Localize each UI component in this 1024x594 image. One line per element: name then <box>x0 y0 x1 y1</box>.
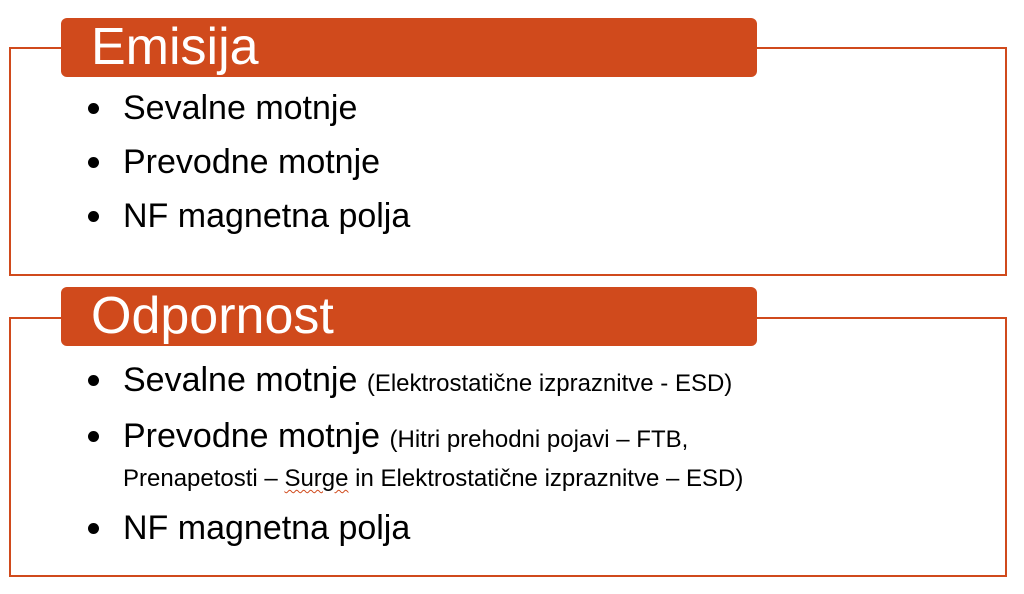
bullet-icon <box>88 103 99 114</box>
spellcheck-flagged-word: Surge <box>284 465 349 492</box>
odpornost-title: Odpornost <box>91 287 334 345</box>
bullet-icon <box>88 211 99 222</box>
continuation-text: in Elektrostatične izpraznitve – ESD) <box>348 465 744 492</box>
list-item <box>85 508 743 548</box>
bullet-icon <box>88 523 99 534</box>
bullet-icon <box>88 157 99 168</box>
list-item <box>85 142 410 182</box>
list-item <box>85 416 743 496</box>
item-text: NF magnetna polja <box>123 197 411 235</box>
item-text: NF magnetna polja <box>123 509 411 547</box>
list-item <box>85 88 410 128</box>
item-text: Prevodne motnje <box>123 417 381 455</box>
item-note: (Elektrostatične izpraznitve - ESD) <box>366 370 733 397</box>
list-item <box>85 196 410 236</box>
list-item <box>85 360 743 404</box>
emisija-title: Emisija <box>91 18 259 76</box>
item-text: Prevodne motnje <box>123 143 381 181</box>
emisija-list <box>85 88 410 250</box>
continuation-text: Prenapetosti – <box>123 465 285 492</box>
item-note-continuation <box>123 462 743 496</box>
odpornost-header <box>61 287 757 346</box>
emisija-header <box>61 18 757 77</box>
item-note: (Hitri prehodni pojavi – FTB, <box>389 426 689 453</box>
odpornost-list <box>85 360 743 560</box>
item-text: Sevalne motnje <box>123 361 358 399</box>
bullet-icon <box>88 375 99 386</box>
item-text: Sevalne motnje <box>123 89 358 127</box>
bullet-icon <box>88 431 99 442</box>
